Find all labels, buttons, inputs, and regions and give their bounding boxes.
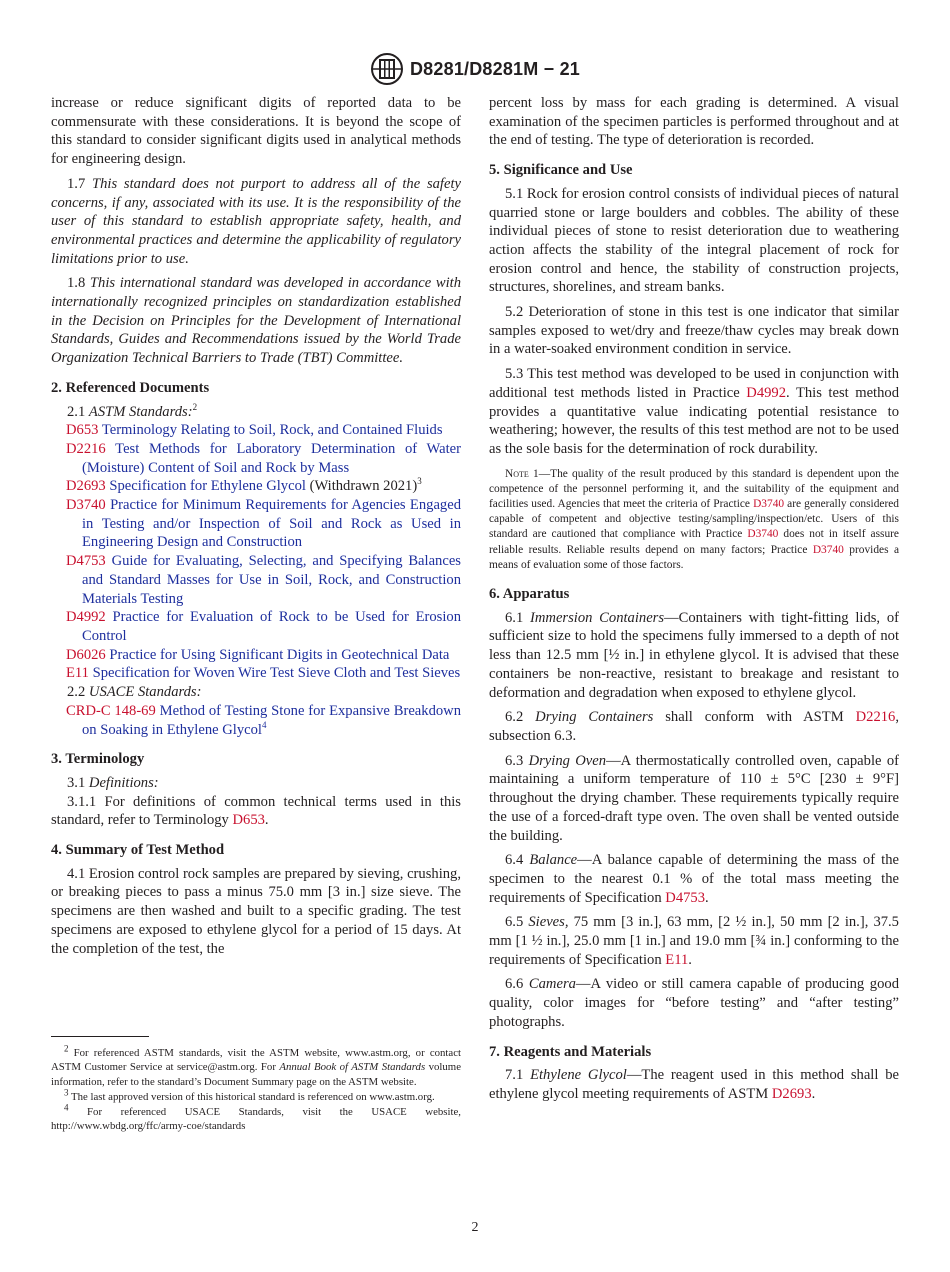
paragraph-6-4: 6.4 Balance—A balance capable of determining the mass of the specimen to the nearest 0.1 % of the total mass meeting the requirements of Specification D4753.: [489, 852, 899, 906]
reference-code-link[interactable]: D4992: [66, 609, 106, 626]
reference-code-link[interactable]: E11: [66, 665, 89, 682]
section-5-heading: 5. Significance and Use: [489, 162, 633, 179]
reference-item: [51, 440, 461, 477]
reference-title-link[interactable]: Terminology Relating to Soil, Rock, and Contained Fluids: [101, 422, 443, 439]
reference-item: [51, 421, 461, 440]
reference-code-link[interactable]: CRD-C 148-69: [66, 702, 156, 719]
left-column: [51, 94, 461, 964]
d4992-link[interactable]: D4992: [746, 384, 787, 401]
reference-list: [51, 421, 461, 683]
subsection-2-2: 2.2 USACE Standards:: [67, 684, 202, 701]
section-6-heading: 6. Apparatus: [489, 586, 570, 603]
reference-item: D2693 Specification for Ethylene Glycol (Withdrawn 2021)$^3$: [66, 476, 422, 495]
document-designation: D8281/D8281M − 21: [409, 58, 580, 79]
section-2-heading: 2. Referenced Documents: [51, 379, 210, 396]
paragraph-1-7: 1.7 This standard does not purport to address all of the safety concerns, if any, associated with its use. It is the responsibility of the user of this standard to establish appropriate safety, health, and environmental practices and determine the applicability of regulatory limitations prior to use.: [51, 175, 461, 267]
subsection-2-1: 2.1 ASTM Standards:$^2$: [67, 401, 198, 420]
paragraph-6-3: 6.3 Drying Oven—A thermostatically controlled oven, capable of maintaining a uniform temperature of 110 ± 5°C [230 ± 9°F] throughout the drying chamber. These requirements typically require the use of a forced-draft type oven. The oven shall be vented outside the building.: [489, 752, 899, 844]
reference-item: [51, 608, 461, 645]
right-column: [489, 94, 899, 1110]
footnote-3: $^3$ The last approved version of this historical standard is referenced on www.astm.org.: [64, 1087, 435, 1103]
section-4-heading: 4. Summary of Test Method: [51, 842, 225, 859]
paragraph-6-6: 6.6 Camera—A video or still camera capable of producing good quality, color images for “before testing” and “after testing” photographs.: [489, 976, 899, 1030]
subsection-3-1: 3.1 Definitions:: [67, 774, 159, 791]
paragraph-1-8: 1.8 This international standard was developed in accordance with internationally recognized principles on standardization established in the Decision on Principles for the Development of International Standards, Guides and Recommendations issued by the World Trade Organization Technical Barriers to Trade (TBT) Committee.: [51, 275, 462, 367]
reference-code-link[interactable]: D3740: [66, 497, 106, 514]
reference-code-link[interactable]: D4753: [66, 553, 106, 570]
astm-logo-icon: [370, 52, 404, 86]
d2216-link[interactable]: D2216: [855, 709, 896, 726]
paragraph-6-1: 6.1 Immersion Containers—Containers with tight-fitting lids, of sufficient size to hold the specimens fully immersed to a depth of not less than 12.5 mm [½ in.] in ethylene glycol. It is advised that these containers be non-reactive, resistant to breakage and resistant to deformation and degradation when exposed to ethylene glycol.: [489, 609, 899, 701]
paragraph-7-1: 7.1 Ethylene Glycol—The reagent used in this method shall be ethylene glycol meeting requirements of ASTM D2693.: [489, 1067, 899, 1102]
footnote-4: $^4$ For referenced USACE Standards, visit the USACE website, http://www.wbdg.org/ffc/army-coe/standards: [51, 1102, 461, 1133]
reference-code-link[interactable]: D2216: [66, 440, 106, 457]
reference-title-link[interactable]: Practice for Minimum Requirements for Agencies Engaged in Testing and/or Inspection of Soil and Rock as Used in Engineering Design and Construction: [82, 497, 461, 551]
reference-item: [51, 496, 461, 552]
paragraph-5-1: 5.1 Rock for erosion control consists of individual pieces of natural quarried stone or large boulders and cobbles. The ability of these individual pieces of stone to resist deterioration due to weathering action affects the stability of the integral placement of rock for erosion control and hence, the stability of construction projects, structures, shorelines, and stream banks.: [489, 185, 899, 296]
reference-code-link[interactable]: D6026: [66, 646, 106, 663]
paragraph-6-2: 6.2 Drying Containers shall conform with ASTM D2216, subsection 6.3.: [489, 709, 899, 744]
paragraph-6-5: 6.5 Sieves, 75 mm [3 in.], 63 mm, [2 ½ in.], 50 mm [2 in.], 37.5 mm [1 ½ in.], 25.0 mm [1 in.] and 19.0 mm [¾ in.] conforming to the requirements of Specification E11.: [489, 914, 899, 968]
reference-title-link[interactable]: Method of Testing Stone for Expansive Breakdown on Soaking in Ethylene Glycol: [82, 702, 461, 738]
d4753-link[interactable]: D4753: [665, 889, 706, 906]
paragraph-5-2: 5.2 Deterioration of stone in this test is one indicator that similar samples exposed to wet/dry and freeze/thaw cycles may break down in a water-soaked environment condition in service.: [489, 304, 899, 358]
paragraph-4-1: 4.1 Erosion control rock samples are prepared by sieving, crushing, or breaking pieces to pass a minus 75.0 mm [3 in.] size sieve. The specimens are then washed and built to a specific grading. The test specimens are exposed to ethylene glycol for a period of 15 days. At the completion of the test, the: [51, 865, 461, 957]
paragraph-1-6-continued: increase or reduce significant digits of reported data to be commensurate with these considerations. It is beyond the scope of this standard to consider significant digits used in analytical methods for engineering design.: [51, 95, 461, 168]
paragraph-3-1-1: 3.1.1 For definitions of common technical terms used in this standard, refer to Terminology D653.: [51, 793, 461, 829]
page-header: [0, 52, 950, 86]
footnotes: [51, 1043, 461, 1135]
footnote-2: $^2$ For referenced ASTM standards, visit the ASTM website, www.astm.org, or contact ASTM Customer Service at service@astm.org. For Annual Book of ASTM Standards volume information, refer to the standard’s Document Summary page on the ASTM website.: [51, 1043, 461, 1088]
paragraph-4-1-continued: percent loss by mass for each grading is determined. A visual examination of the specimen particles is performed throughout and at the end of testing. The type of deterioration is recorded.: [489, 95, 899, 149]
section-3-heading: 3. Terminology: [51, 751, 145, 768]
reference-item: [51, 552, 461, 608]
reference-code-link[interactable]: D2693: [66, 478, 106, 495]
d653-link[interactable]: D653: [232, 812, 265, 829]
reference-item: [51, 646, 461, 665]
page-number: 2: [471, 1220, 479, 1235]
reference-title-link[interactable]: Practice for Using Significant Digits in Geotechnical Data: [109, 646, 450, 663]
usace-reference-item: CRD-C 148-69 Method of Testing Stone for Expansive Breakdown on Soaking in Ethylene Glycol$^4$: [66, 702, 461, 738]
footnote-divider: [51, 1036, 149, 1037]
paragraph-5-3: 5.3 This test method was developed to be used in conjunction with additional test methods listed in Practice D4992. This test method provides a quantitative value indicating potential resistance to weathering; however, the results of this test method are not to be used as the sole basis for the determination of rock durability.: [489, 366, 899, 457]
section-7-heading: 7. Reagents and Materials: [489, 1043, 652, 1060]
d3740-link[interactable]: D3740: [753, 498, 785, 511]
e11-link[interactable]: E11: [665, 951, 689, 968]
reference-title-link[interactable]: Specification for Woven Wire Test Sieve Cloth and Test Sieves: [92, 665, 461, 682]
reference-title-link[interactable]: Guide for Evaluating, Selecting, and Specifying Balances and Standard Masses for Use in Soil, Rock, and Construction Materials Testing: [82, 553, 461, 607]
reference-code-link[interactable]: D653: [66, 422, 99, 439]
d3740-link[interactable]: D3740: [747, 528, 779, 541]
reference-title-link[interactable]: Specification for Ethylene Glycol: [109, 478, 306, 495]
d3740-link[interactable]: D3740: [812, 543, 844, 556]
reference-title-link[interactable]: Practice for Evaluation of Rock to be Used for Erosion Control: [82, 609, 461, 644]
reference-item: [51, 664, 461, 683]
d2693-link[interactable]: D2693: [771, 1085, 812, 1102]
note-1: Note 1—The quality of the result produced by this standard is dependent upon the competence of the personnel performing it, and the suitability of the equipment and facilities used. Agencies that meet the criteria of Practice D3740 are generally considered capable of competent and objective testing/sampling/inspection/etc. Users of this standard are cautioned that compliance with Practice D3740 does not in itself assure reliable results. Reliable results depend on many factors; Practice D3740 provides a means of evaluation some of those factors.: [489, 467, 900, 571]
reference-title-link[interactable]: Test Methods for Laboratory Determination of Water (Moisture) Content of Soil and Rock by Mass: [82, 440, 461, 476]
